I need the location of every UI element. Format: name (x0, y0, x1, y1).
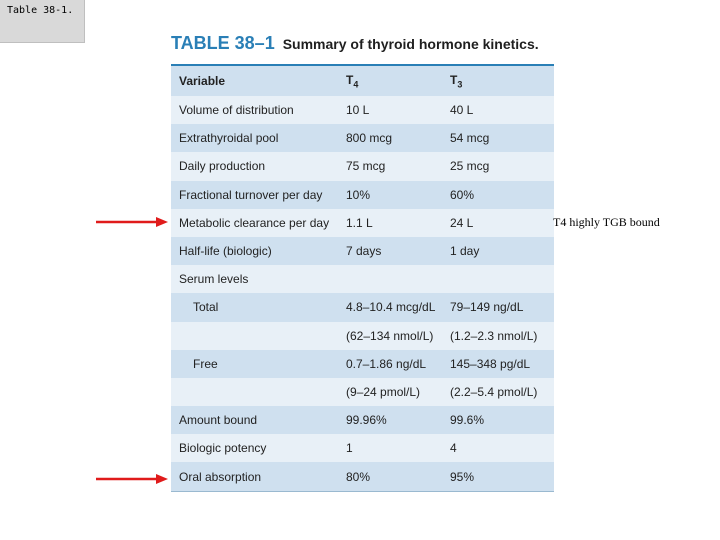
table-row (171, 124, 554, 152)
row-t3-value: 54 mcg (450, 131, 490, 146)
row-variable: Metabolic clearance per day (179, 215, 330, 230)
row-t4-value: 7 days (346, 244, 382, 259)
row-t4-value: 1.1 L (346, 215, 373, 230)
row-variable: Total (193, 300, 219, 315)
row-t4-value: 99.96% (346, 413, 387, 428)
table-row (171, 181, 554, 209)
table-row (171, 152, 554, 180)
row-t4-value: 10 L (346, 103, 370, 118)
row-variable: Extrathyroidal pool (179, 131, 279, 146)
table-row (171, 96, 554, 124)
table-caption: Summary of thyroid hormone kinetics. (282, 36, 539, 52)
row-t3-value: 4 (450, 441, 457, 456)
row-t3-value: 40 L (450, 103, 474, 118)
row-t3-value: 99.6% (450, 413, 485, 428)
row-t4-value: 75 mcg (346, 159, 386, 174)
table-number: TABLE 38–1 (171, 33, 275, 53)
row-variable: Half-life (biologic) (179, 244, 272, 259)
table-header-row (171, 66, 554, 96)
row-t3-value: 95% (450, 469, 475, 484)
row-variable: Biologic potency (179, 441, 267, 456)
row-variable: Fractional turnover per day (179, 187, 323, 202)
row-t3-value: 145–348 pg/dL (450, 356, 531, 371)
table-row (171, 406, 554, 434)
header-t4: $T_4$ (346, 72, 359, 90)
slide-label: Table 38-1. (7, 5, 74, 16)
row-t4-value: (62–134 nmol/L) (346, 328, 434, 343)
row-t3-value: 24 L (450, 215, 474, 230)
row-t3-value: 25 mcg (450, 159, 490, 174)
table-row (171, 237, 554, 265)
table-row (171, 434, 554, 462)
row-t4-value: 1 (346, 441, 353, 456)
table-title (171, 33, 539, 54)
row-variable: Free (193, 356, 218, 371)
header-t3: $T_3$ (450, 72, 463, 90)
slide-label-box (0, 0, 85, 43)
row-t4-value: (9–24 pmol/L) (346, 384, 421, 399)
table-row (171, 322, 554, 350)
kinetics-table (171, 64, 554, 492)
row-t3-value: 60% (450, 187, 475, 202)
red-arrow-icon (96, 473, 168, 485)
row-variable: Serum levels (179, 272, 249, 287)
row-t4-value: 4.8–10.4 mcg/dL (346, 300, 436, 315)
row-t4-value: 0.7–1.86 ng/dL (346, 356, 427, 371)
table-row (171, 209, 554, 237)
row-variable: Amount bound (179, 413, 258, 428)
row-variable: Oral absorption (179, 469, 262, 484)
table-row (171, 293, 554, 321)
row-variable: Volume of distribution (179, 103, 294, 118)
table-row (171, 462, 554, 490)
red-arrow-icon (96, 216, 168, 228)
table-row (171, 378, 554, 406)
row-t3-value: 1 day (450, 244, 480, 259)
table-row (171, 350, 554, 378)
row-t4-value: 80% (346, 469, 371, 484)
header-variable: Variable (179, 74, 226, 88)
annotation-note: T4 highly TGB bound (553, 215, 660, 229)
row-t4-value: 10% (346, 187, 371, 202)
row-t3-value: (2.2–5.4 pmol/L) (450, 384, 538, 399)
row-t3-value: 79–149 ng/dL (450, 300, 524, 315)
row-variable: Daily production (179, 159, 266, 174)
row-t4-value: 800 mcg (346, 131, 393, 146)
row-t3-value: (1.2–2.3 nmol/L) (450, 328, 538, 343)
table-row (171, 265, 554, 293)
